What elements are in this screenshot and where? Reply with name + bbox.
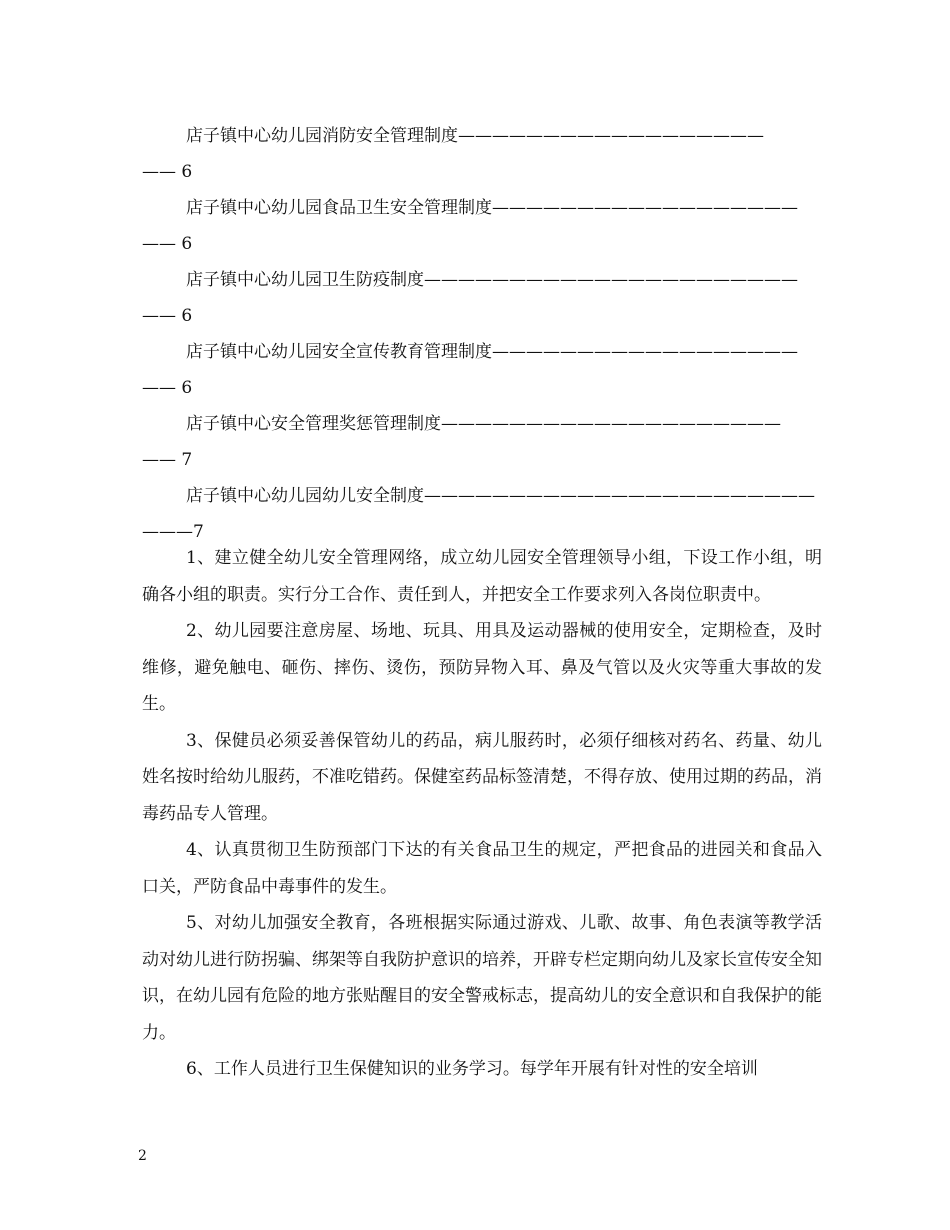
toc-entry-page: ———7 — [142, 522, 204, 542]
toc-entry — [142, 262, 822, 334]
toc-entry-page: —— 6 — [142, 162, 193, 182]
toc-entry-title: 店子镇中心安全管理奖惩管理制度 — [186, 414, 441, 434]
toc-entry-page: —— 6 — [142, 306, 193, 326]
page-number: 2 — [138, 1148, 147, 1164]
table-of-contents — [142, 118, 822, 550]
body-text — [142, 540, 822, 1088]
toc-entry-title: 店子镇中心幼儿园消防安全管理制度 — [186, 126, 458, 146]
toc-entry-leader: ——————————————————————— — [424, 486, 815, 506]
toc-entry — [142, 334, 822, 406]
toc-entry-title: 店子镇中心幼儿园安全宣传教育管理制度 — [186, 342, 492, 362]
toc-entry-leader: —————————————————— — [492, 342, 798, 362]
toc-entry-leader: —————————————————— — [492, 198, 798, 218]
toc-entry — [142, 406, 822, 478]
paragraph: 3、保健员必须妥善保管幼儿的药品，病儿服药时，必须仔细核对药名、药量、幼儿姓名按时给幼儿服药，不准吃错药。保健室药品标签清楚，不得存放、使用过期的药品，消毒药品专人管理。 — [142, 730, 822, 824]
toc-entry-page: —— 6 — [142, 234, 193, 254]
paragraph: 2、幼儿园要注意房屋、场地、玩具、用具及运动器械的使用安全，定期检查，及时维修，避免触电、砸伤、摔伤、烫伤，预防异物入耳、鼻及气管以及火灾等重大事故的发生。 — [142, 621, 822, 714]
toc-entry — [142, 190, 822, 262]
toc-entry-leader: ———————————————————— — [441, 414, 781, 434]
toc-entry-title: 店子镇中心幼儿园幼儿安全制度 — [186, 486, 424, 506]
toc-entry-page: —— 6 — [142, 378, 193, 398]
paragraph: 4、认真贯彻卫生防预部门下达的有关食品卫生的规定，严把食品的进园关和食品入口关，严防食品中毒事件的发生。 — [142, 840, 822, 897]
paragraph: 1、建立健全幼儿安全管理网络，成立幼儿园安全管理领导小组，下设工作小组，明确各小组的职责。实行分工合作、责任到人，并把安全工作要求列入各岗位职责中。 — [142, 548, 822, 605]
toc-entry-leader: —————————————————————— — [424, 270, 798, 290]
toc-entry-title: 店子镇中心幼儿园卫生防疫制度 — [186, 270, 424, 290]
toc-entry — [142, 118, 822, 190]
toc-entry-leader: —————————————————— — [458, 126, 764, 146]
paragraph: 6、工作人员进行卫生保健知识的业务学习。每学年开展有针对性的安全培训 — [186, 1059, 758, 1079]
toc-entry-title: 店子镇中心幼儿园食品卫生安全管理制度 — [186, 198, 492, 218]
paragraph: 5、对幼儿加强安全教育，各班根据实际通过游戏、儿歌、故事、角色表演等教学活动对幼儿进行防拐骗、绑架等自我防护意识的培养，开辟专栏定期向幼儿及家长宣传安全知识，在幼儿园有危险的地方张贴醒目的安全警戒标志，提高幼儿的安全意识和自我保护的能力。 — [142, 913, 822, 1043]
toc-entry-page: —— 7 — [142, 450, 193, 470]
